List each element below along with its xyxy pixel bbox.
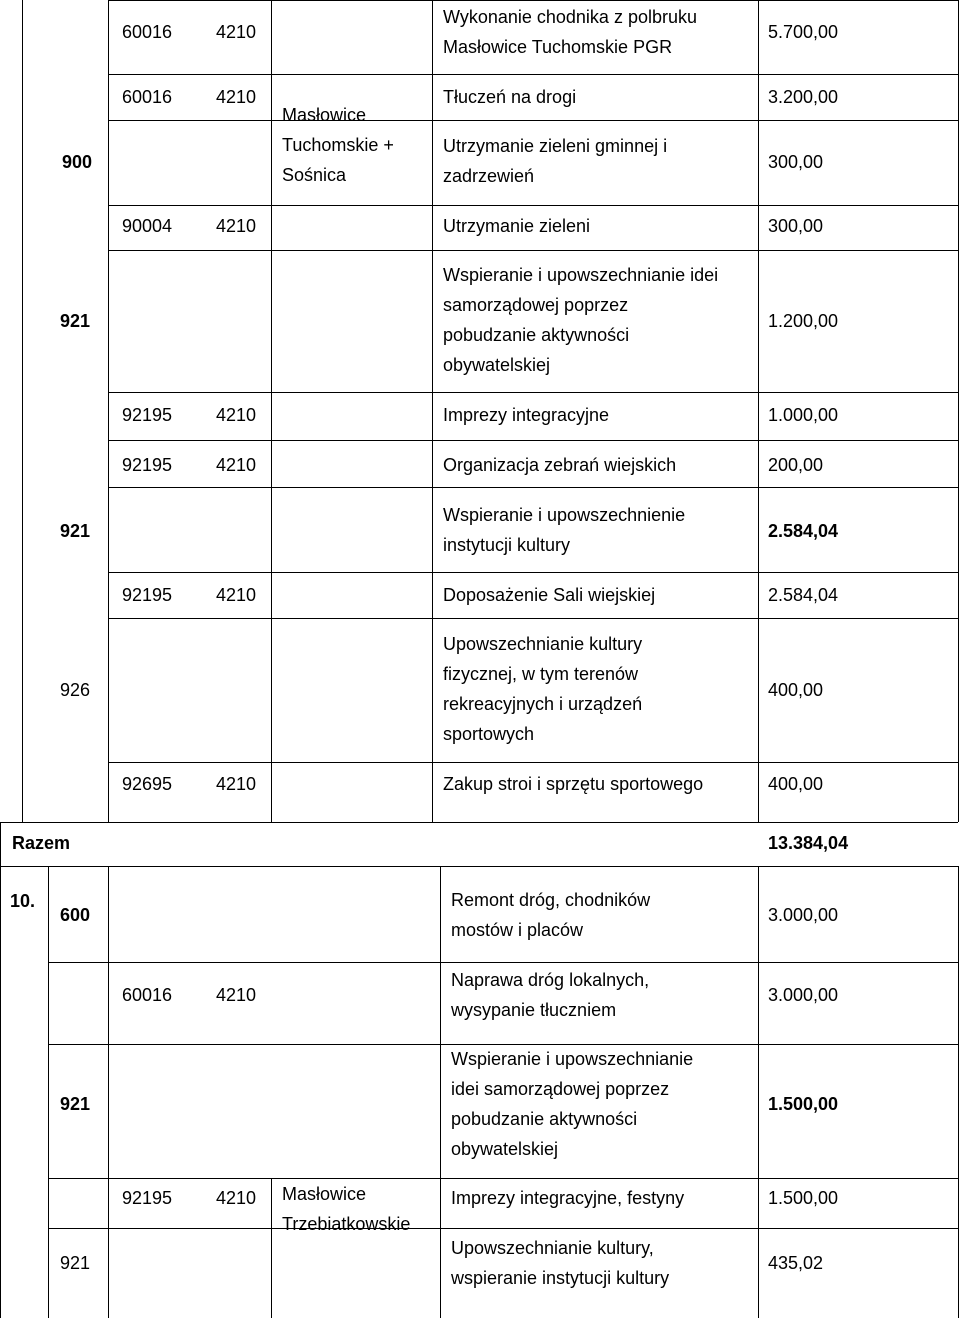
row-code: 60016 — [122, 22, 173, 42]
row-desc-line: mostów i placów — [451, 920, 584, 940]
row-desc-line: Imprezy integracyjne, festyny — [451, 1188, 685, 1208]
row-paragraph: 4210 — [216, 22, 257, 42]
row-code: 92195 — [122, 455, 173, 475]
row-desc-line: Upowszechnianie kultury, — [451, 1238, 654, 1258]
row-desc-line: pobudzanie aktywności — [451, 1109, 638, 1129]
row-code: 92195 — [122, 1188, 173, 1208]
section-code: 926 — [60, 680, 91, 700]
row-desc-line: obywatelskiej — [443, 355, 551, 375]
row-code: 60016 — [122, 87, 173, 107]
row-paragraph: 4210 — [216, 405, 257, 425]
row-amount: 1.500,00 — [768, 1094, 839, 1114]
row-amount: 300,00 — [768, 216, 824, 236]
village-name-line: Masłowice — [282, 1184, 367, 1204]
row-paragraph: 4210 — [216, 774, 257, 794]
row-amount: 5.700,00 — [768, 22, 839, 42]
row-desc-line: Zakup stroi i sprzętu sportowego — [443, 774, 704, 794]
row-desc-line: idei samorządowej poprzez — [451, 1079, 670, 1099]
row-desc-line: pobudzanie aktywności — [443, 325, 630, 345]
row-desc-line: sportowych — [443, 724, 535, 744]
section-code: 921 — [60, 521, 91, 541]
row-amount: 435,02 — [768, 1253, 824, 1273]
row-paragraph: 4210 — [216, 1188, 257, 1208]
row-code: 92195 — [122, 585, 173, 605]
row-desc-line: Masłowice Tuchomskie PGR — [443, 37, 673, 57]
row-desc-line: Utrzymanie zieleni gminnej i — [443, 136, 668, 156]
row-desc-line: Naprawa dróg lokalnych, — [451, 970, 650, 990]
row-desc-line: Upowszechnianie kultury — [443, 634, 643, 654]
item-number: 10. — [10, 891, 36, 911]
village-name-line: Sośnica — [282, 165, 347, 185]
row-desc-line: obywatelskiej — [451, 1139, 559, 1159]
section-code: 921 — [60, 311, 91, 331]
total-amount: 13.384,04 — [768, 833, 849, 853]
row-amount: 1.500,00 — [768, 1188, 839, 1208]
row-amount: 3.200,00 — [768, 87, 839, 107]
row-desc-line: Wspieranie i upowszechnienie — [443, 505, 686, 525]
row-amount: 200,00 — [768, 455, 824, 475]
section-code: 600 — [60, 905, 91, 925]
row-amount: 2.584,04 — [768, 585, 839, 605]
row-desc-line: Wykonanie chodnika z polbruku — [443, 7, 697, 27]
row-paragraph: 4210 — [216, 585, 257, 605]
section-code: 900 — [62, 152, 93, 172]
village-name-line: Tuchomskie + — [282, 135, 394, 155]
row-desc-line: Doposażenie Sali wiejskiej — [443, 585, 656, 605]
row-amount: 300,00 — [768, 152, 824, 172]
row-desc-line: Organizacja zebrań wiejskich — [443, 455, 677, 475]
row-amount: 400,00 — [768, 774, 824, 794]
row-desc-line: Utrzymanie zieleni — [443, 216, 591, 236]
row-paragraph: 4210 — [216, 216, 257, 236]
row-desc-line: Imprezy integracyjne — [443, 405, 610, 425]
village-name-line: Trzebiatkowskie — [282, 1214, 411, 1234]
row-desc-line: Wspieranie i upowszechnianie idei — [443, 265, 719, 285]
row-desc-line: wspieranie instytucji kultury — [451, 1268, 670, 1288]
row-amount: 400,00 — [768, 680, 824, 700]
section-code: 921 — [60, 1253, 91, 1273]
row-amount: 1.000,00 — [768, 405, 839, 425]
row-amount: 3.000,00 — [768, 905, 839, 925]
row-code: 90004 — [122, 216, 173, 236]
row-desc-line: instytucji kultury — [443, 535, 571, 555]
village-name-line: Masłowice — [282, 105, 367, 125]
row-desc-line: Wspieranie i upowszechnianie — [451, 1049, 694, 1069]
row-desc-line: samorządowej poprzez — [443, 295, 629, 315]
row-paragraph: 4210 — [216, 455, 257, 475]
row-desc-line: wysypanie tłuczniem — [451, 1000, 617, 1020]
section-code: 921 — [60, 1094, 91, 1114]
total-label: Razem — [12, 833, 71, 853]
row-paragraph: 4210 — [216, 87, 257, 107]
row-code: 60016 — [122, 985, 173, 1005]
row-desc-line: fizycznej, w tym terenów — [443, 664, 639, 684]
row-amount: 2.584,04 — [768, 521, 839, 541]
row-code: 92195 — [122, 405, 173, 425]
row-code: 92695 — [122, 774, 173, 794]
row-amount: 1.200,00 — [768, 311, 839, 331]
row-desc-line: rekreacyjnych i urządzeń — [443, 694, 643, 714]
row-desc-line: zadrzewień — [443, 166, 535, 186]
row-paragraph: 4210 — [216, 985, 257, 1005]
row-desc-line: Tłuczeń na drogi — [443, 87, 577, 107]
row-desc-line: Remont dróg, chodników — [451, 890, 651, 910]
row-amount: 3.000,00 — [768, 985, 839, 1005]
